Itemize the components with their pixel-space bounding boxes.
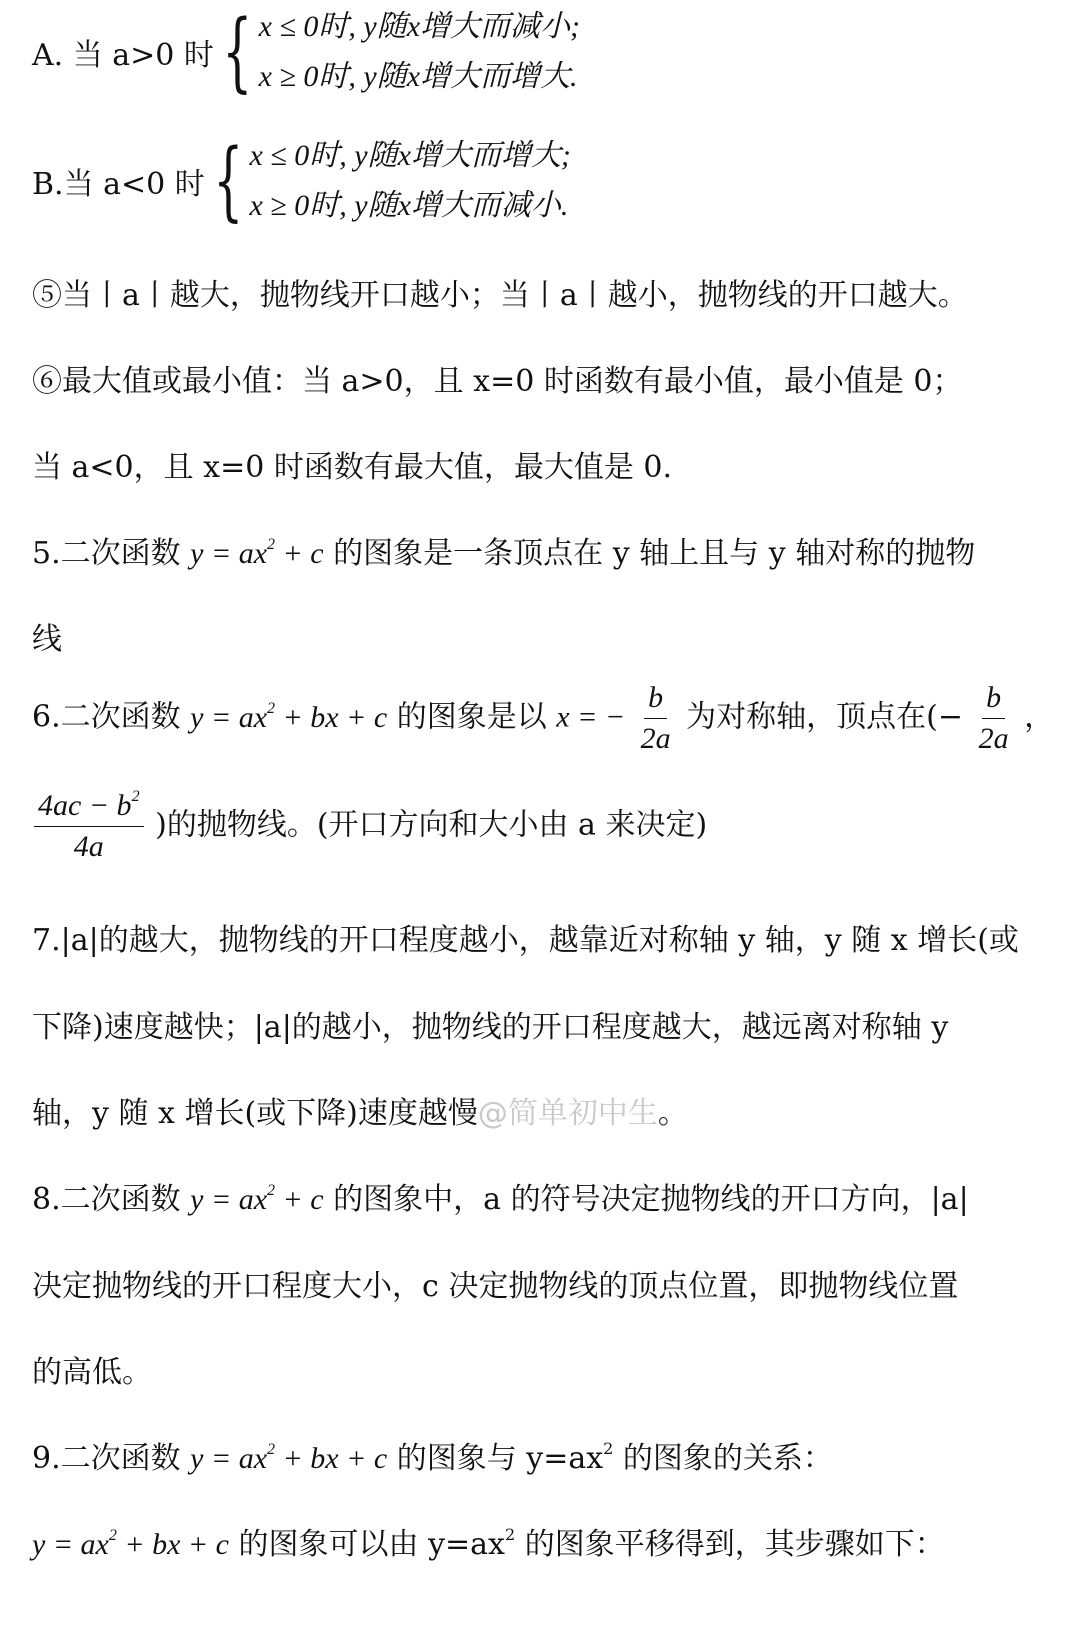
- p10-suffix: 的图象平移得到，其步骤如下：: [524, 1527, 945, 1562]
- paragraph-7-line1: 7.|a|的越大，抛物线的开口程度越小，越靠近对称轴 y 轴，y 随 x 增长(或: [32, 923, 1019, 958]
- p6-axis-fraction: $\frac{b}{2a}$: [637, 678, 675, 759]
- p6-tail: )的抛物线。(开口方向和大小由 a 来决定): [155, 807, 708, 843]
- item-5-circled: ⑤当丨a丨越大，抛物线开口越小；当丨a丨越小，抛物线的开口越大。: [32, 278, 968, 313]
- p8-prefix: 8.二次函数: [32, 1182, 181, 1217]
- case-b: [32, 131, 1048, 231]
- p9-formula: $y = ax^2$ + bx + c: [190, 1441, 388, 1475]
- case-b-row2: x ≥ 0时, y随x增大而减小.: [249, 189, 569, 222]
- paragraph-10: [32, 1519, 1048, 1563]
- paragraph-8-line2: 决定抛物线的开口程度大小，c 决定抛物线的顶点位置，即抛物线位置: [32, 1269, 959, 1304]
- p5-prefix: 5.二次函数: [32, 536, 181, 571]
- p6-mid: 的图象是以: [396, 699, 547, 735]
- p5-formula: $y = ax^2 + c$: [190, 536, 324, 570]
- p10-formula: $y = ax^2$ + bx + c: [32, 1527, 229, 1561]
- paragraph-6-line1: [32, 678, 1055, 759]
- brace-b: {: [213, 131, 244, 231]
- case-a-conditions: [259, 2, 580, 102]
- paragraph-8-line3: 的高低。: [32, 1355, 152, 1390]
- p9-prefix: 9.二次函数: [32, 1441, 181, 1476]
- p6-axis-lhs: x = −: [556, 700, 626, 734]
- case-b-conditions: [249, 131, 570, 231]
- p8-formula: $y = ax^2 + c$: [190, 1182, 324, 1216]
- p6-mid2: 为对称轴，顶点在(−: [686, 699, 964, 735]
- p6-vertex-y-fraction: $\frac{4ac - b^2}{4a}$: [34, 786, 144, 867]
- item-6-circled-line2: 当 a<0，且 x=0 时函数有最大值，最大值是 0.: [32, 450, 673, 485]
- p6-formula: $y = ax^2$ + bx + c: [190, 699, 388, 734]
- paragraph-6-line2: [32, 786, 1048, 867]
- p6-vertex-x-fraction: $\frac{b}{2a}$: [975, 678, 1013, 759]
- p5-suffix: 的图象是一条顶点在 y 轴上且与 y 轴对称的抛物: [333, 536, 976, 571]
- p10-mid: 的图象可以由 $y=ax^2$: [238, 1525, 516, 1562]
- brace-a: {: [222, 2, 253, 102]
- case-b-row1: x ≤ 0时, y随x增大而增大;: [249, 139, 571, 172]
- watermark: @简单初中生: [477, 1096, 658, 1131]
- case-a: [32, 2, 1048, 102]
- paragraph-7-line3: 轴，y 随 x 增长(或下降)速度越慢@简单初中生。: [32, 1096, 688, 1131]
- p9-mid: 的图象与 $y=ax^2$: [396, 1439, 614, 1476]
- case-a-label: A. 当 a>0 时: [32, 38, 214, 73]
- case-b-label: B.当 a<0 时: [32, 167, 205, 202]
- case-a-row2: x ≥ 0时, y随x增大而增大.: [258, 60, 578, 93]
- p6-comma: ，: [1024, 699, 1055, 735]
- p9-suffix: 的图象的关系：: [622, 1441, 833, 1476]
- paragraph-9: [32, 1433, 1048, 1477]
- paragraph-5-line1: [32, 528, 1048, 572]
- paragraph-8-line1: [32, 1174, 1048, 1218]
- paragraph-7-line2: 下降)速度越快；|a|的越小，抛物线的开口程度越大，越远离对称轴 y: [32, 1010, 949, 1045]
- p6-prefix: 6.二次函数: [32, 699, 181, 735]
- case-a-row1: x ≤ 0时, y随x增大而减小;: [258, 10, 581, 43]
- item-6-circled-line1: ⑥最大值或最小值：当 a>0，且 x=0 时函数有最小值，最小值是 0；: [32, 364, 963, 399]
- paragraph-5-line2: 线: [32, 622, 62, 657]
- p8-suffix: 的图象中，a 的符号决定抛物线的开口方向，|a|: [333, 1182, 969, 1217]
